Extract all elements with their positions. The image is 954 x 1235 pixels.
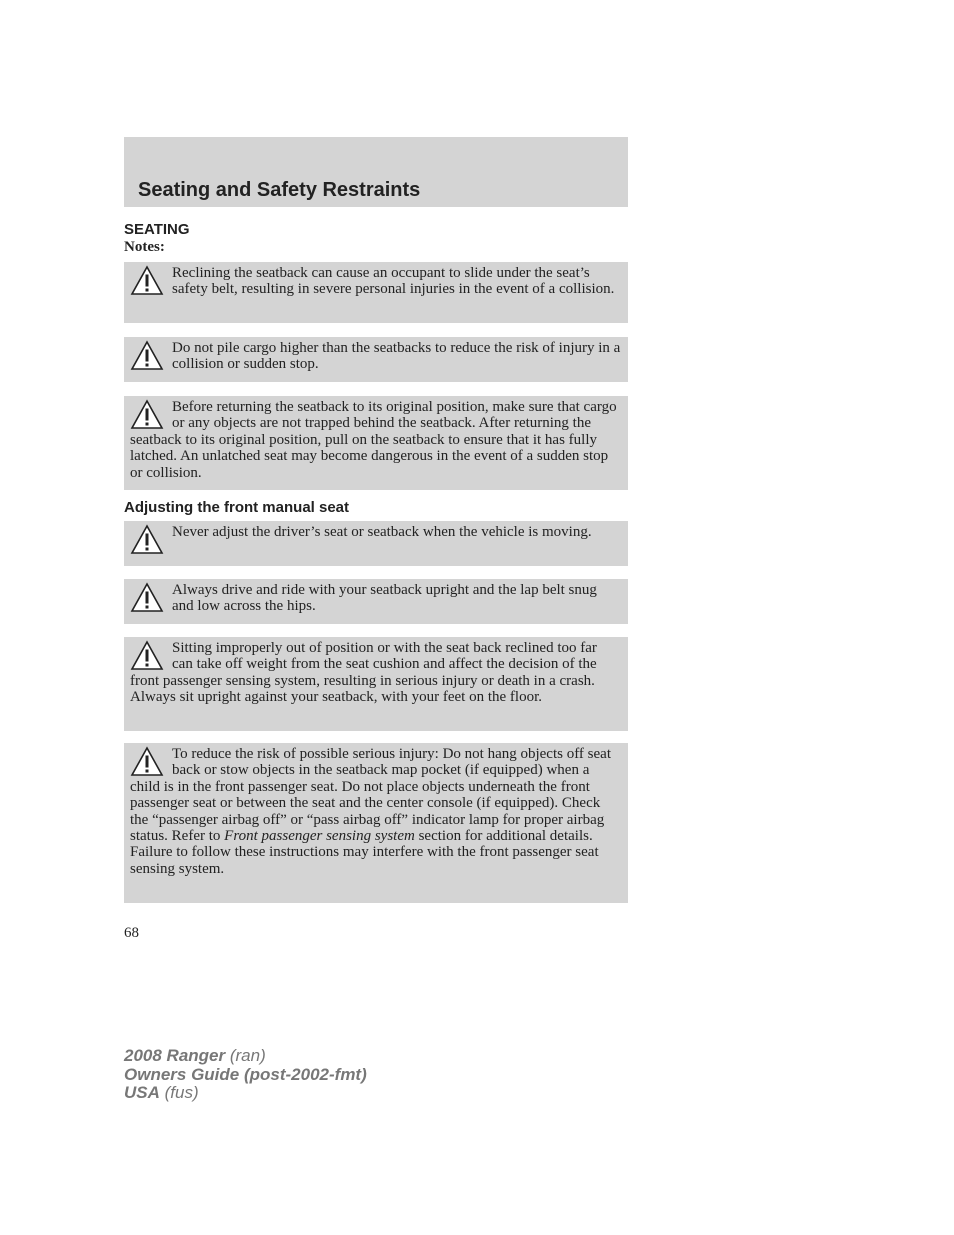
warning-box [124, 262, 628, 323]
footer-model-code: (ran) [225, 1046, 266, 1065]
warning-triangle-icon [130, 265, 164, 297]
section-title: Seating and Safety Restraints [138, 179, 421, 201]
warning-box [124, 637, 628, 731]
seating-heading: SEATING [124, 221, 190, 238]
warning-text-line2: Always sit upright against your seatback, with your feet on the floor. [130, 689, 542, 706]
page-number: 68 [124, 925, 139, 941]
warning-triangle-icon [130, 399, 164, 431]
warning-text-part2: section for additional details. Failure to follow these instructions may interfere with the front passenger seat sensing system. [130, 828, 599, 877]
warning-box [124, 579, 628, 624]
adjusting-heading: Adjusting the front manual seat [124, 499, 350, 516]
warning-triangle-icon [130, 340, 164, 372]
warning-text-part1: To reduce the risk of possible serious injury: Do not hang objects off seat back or stow objects in the seatback map pocket (if equipped) when a child is in the front passenger seat. Do not place objects underneath the front passenger seat or between the seat and the center console (if equipped). Check the “passenger airbag off” or “pass airbag off” indicator lamp for proper airbag status. Refer to [130, 746, 611, 845]
footer-market: USA [124, 1083, 160, 1102]
warning-box [124, 521, 628, 566]
warning-triangle-icon [130, 640, 164, 672]
footer-market-code: (fus) [159, 1083, 199, 1102]
warning-text: Never adjust the driver’s seat or seatback when the vehicle is moving. [172, 524, 592, 540]
warning-text: Always drive and ride with your seatback upright and the lap belt snug and low across the hips. [172, 582, 597, 615]
warning-text: Do not pile cargo higher than the seatbacks to reduce the risk of injury in a collision or sudden stop. [172, 340, 621, 373]
cross-reference-link: Front passenger sensing system [224, 828, 415, 845]
warning-box [124, 743, 628, 903]
warning-text: Before returning the seatback to its original position, make sure that cargo or any objects are not trapped behind the seatback. After returning the seatback to its original position, pull on the seatback to ensure that it has fully latched. An unlatched seat may become dangerous in the event of a sudden stop or collision. [130, 399, 617, 481]
notes-label: Notes: [124, 239, 165, 255]
warning-box [124, 396, 628, 490]
warning-text: Sitting improperly out of position or with the seat back reclined too far can take off weight from the seat cushion and affect the decision of the front passenger sensing system, resulting in serious injury or death in a crash. [130, 640, 597, 689]
warning-text [130, 746, 621, 877]
section-header-bar [124, 137, 628, 207]
warning-triangle-icon [130, 746, 164, 778]
footer-model: 2008 Ranger [124, 1046, 226, 1065]
warning-triangle-icon [130, 582, 164, 614]
footer-doc-info [124, 1047, 367, 1103]
warning-text: Reclining the seatback can cause an occupant to slide under the seat’s safety belt, resulting in severe personal injuries in the event of a collision. [172, 265, 615, 298]
warning-box [124, 337, 628, 382]
warning-triangle-icon [130, 524, 164, 556]
footer-guide: Owners Guide (post-2002-fmt) [124, 1064, 367, 1084]
